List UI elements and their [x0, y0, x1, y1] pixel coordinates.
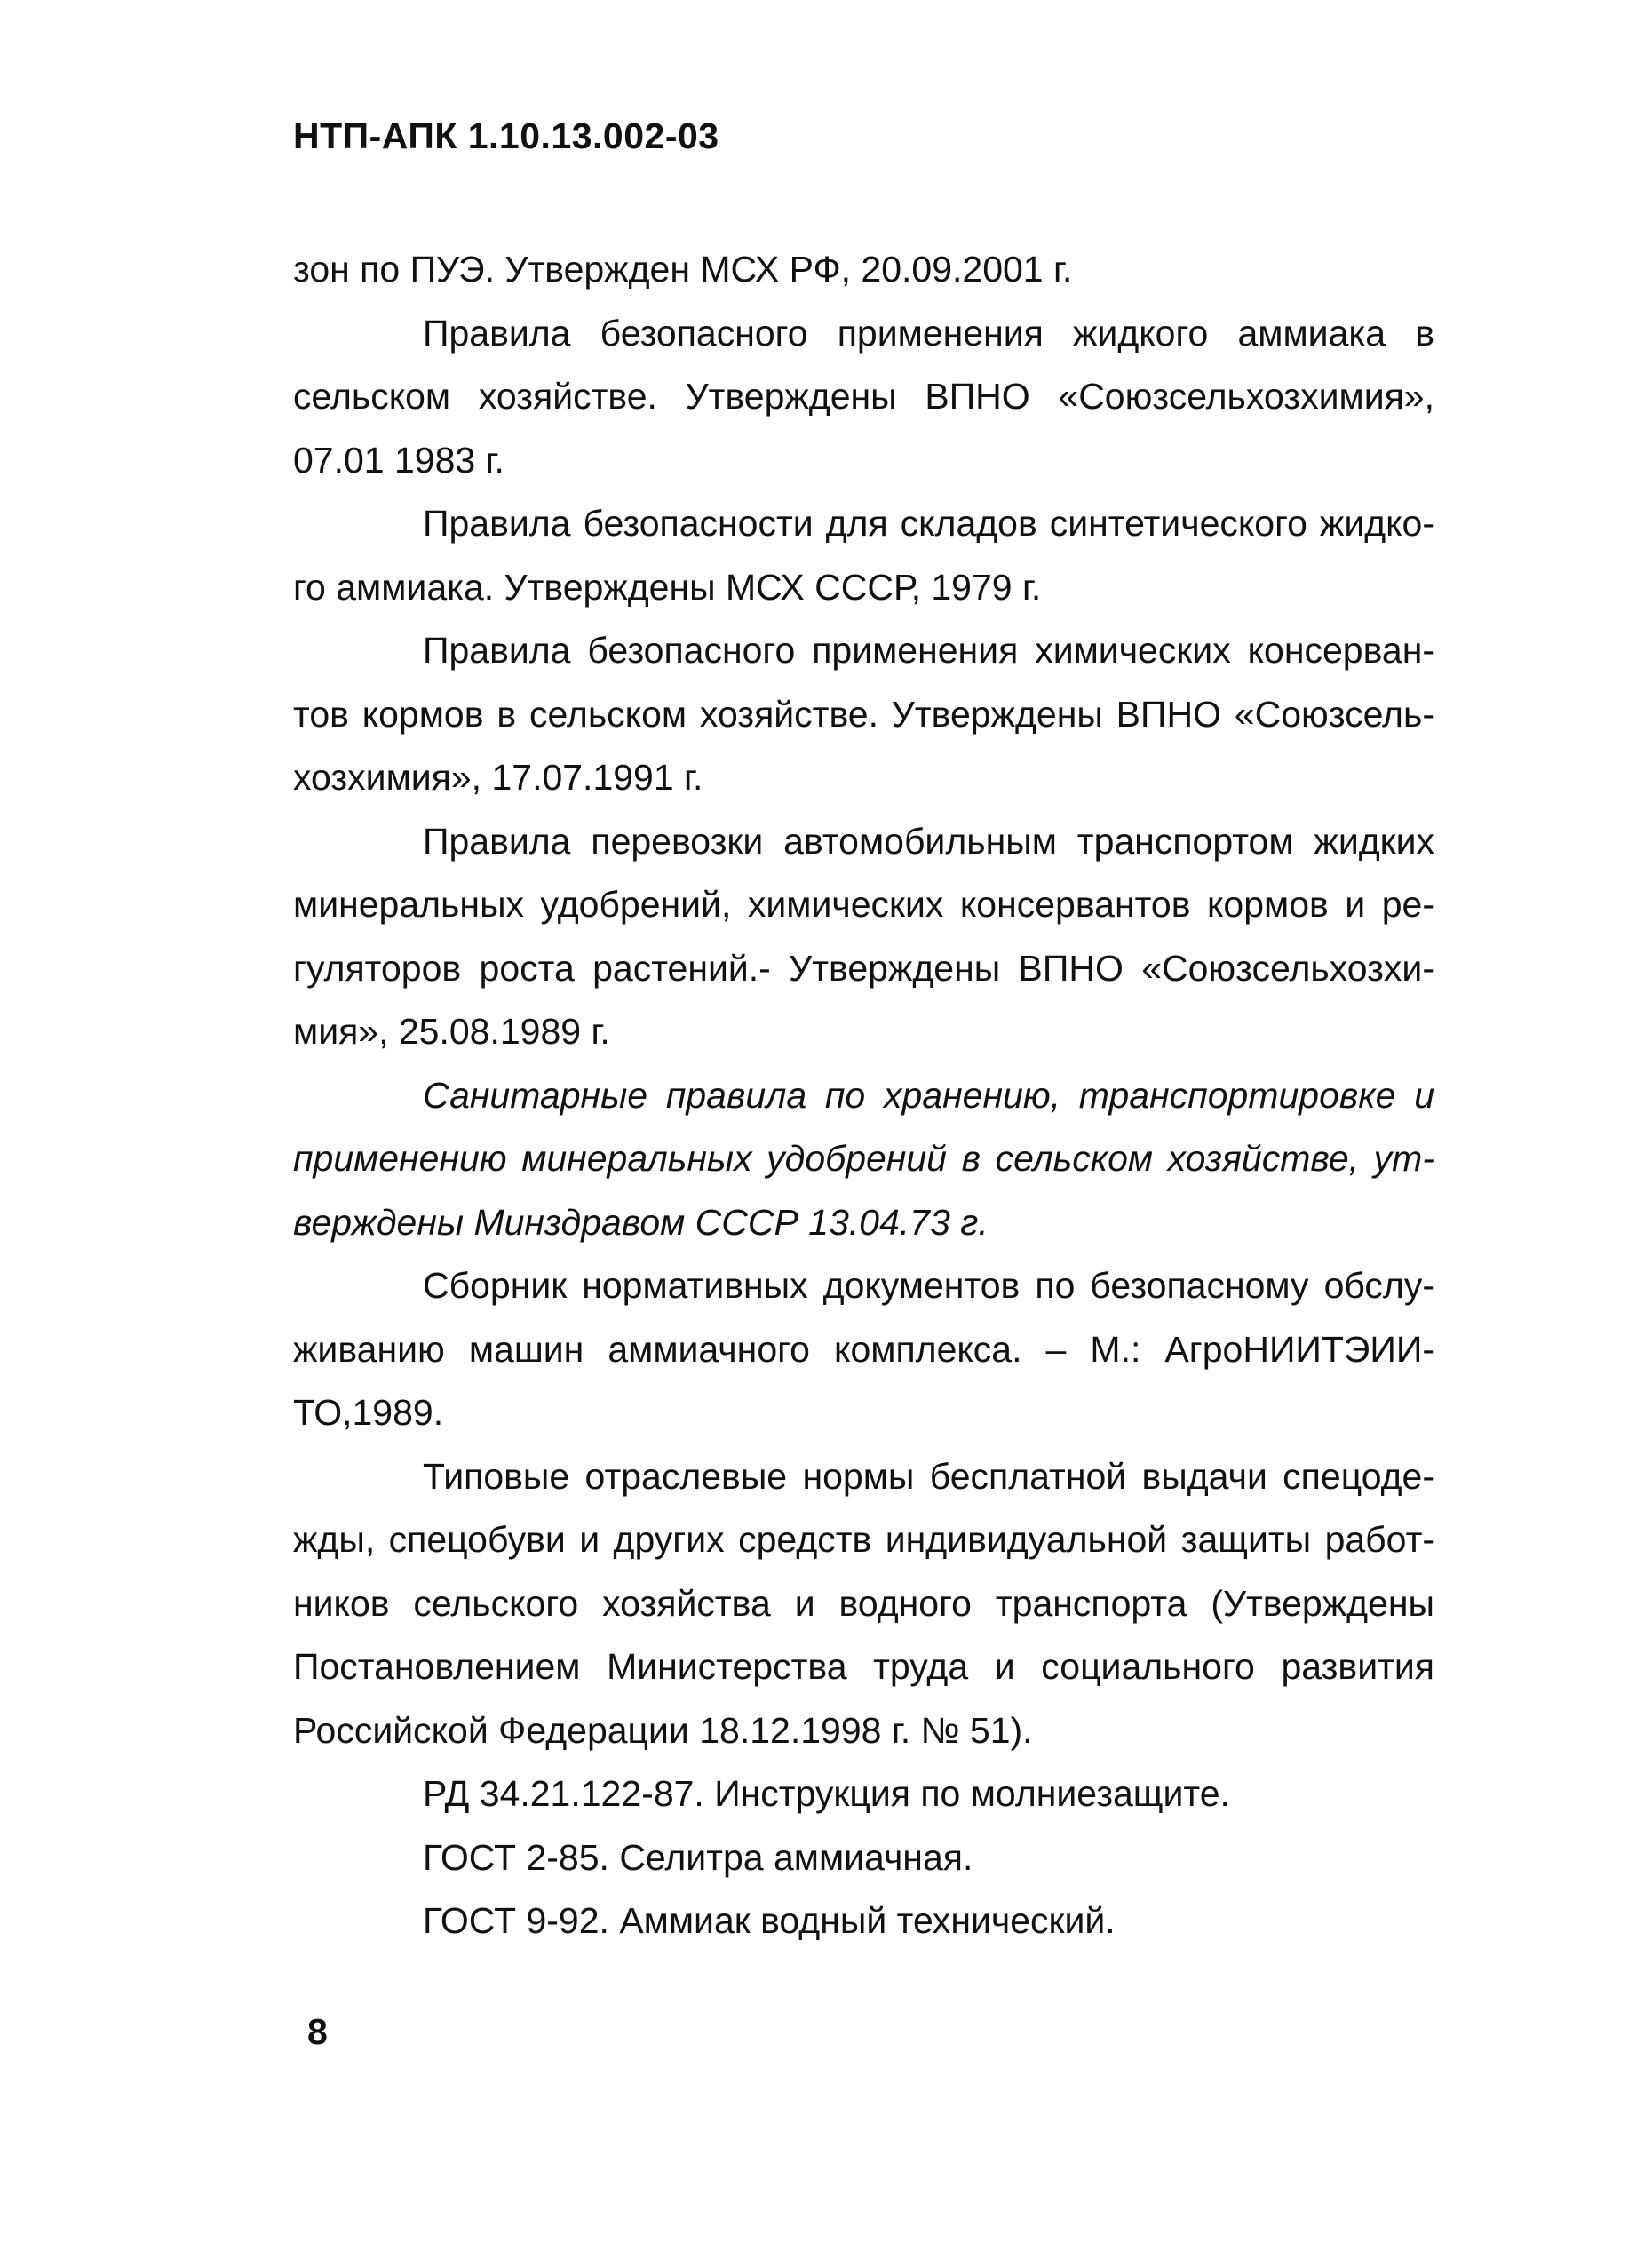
page-number: 8: [307, 2011, 328, 2052]
paragraph-preservatives-rules: Правила безопасного применения химических консервантов кормов в сельском хозяйстве. Утверждены ВПНО «Союзсельхозхимия», 17.07.1991 г.: [293, 630, 1434, 798]
paragraph-continuation: зон по ПУЭ. Утвержден МСХ РФ, 20.09.2001 г.: [293, 249, 1073, 290]
paragraph-normative-collection: Сборник нормативных документов по безопасному обслуживанию машин аммиачного комплекса. – М.: АгроНИИТЭИИТО,1989.: [293, 1265, 1434, 1433]
paragraph-ammonia-rules: Правила безопасного применения жидкого аммиака в сельском хозяйстве. Утверждены ВПНО «Союзсельхозхимия», 07.01 1983 г.: [293, 312, 1434, 481]
paragraph-transport-rules: Правила перевозки автомобильным транспортом жидких минеральных удобрений, химических консервантов кормов и регуляторов роста растений.- Утверждены ВПНО «Союзсельхозхимия», 25.08.1989 г.: [293, 820, 1434, 1052]
paragraph-clothing-norms: Типовые отраслевые нормы бесплатной выдачи спецодежды, спецобуви и других средств индивидуальной защиты работников сельского хозяйства и водного транспорта (Утверждены Постановлением Министерства труда и социального развития Российской Федерации 18.12.1998 г. № 51).: [293, 1455, 1434, 1751]
paragraph-sanitary-rules: Санитарные правила по хранению, транспортировке и применению минеральных удобрений в сельском хозяйстве, утверждены Минздравом СССР 13.04.73 г.: [293, 1074, 1434, 1243]
document-body: [293, 238, 1434, 1953]
paragraph-gost-aqueous-ammonia: ГОСТ 9-92. Аммиак водный технический.: [423, 1900, 1116, 1941]
paragraph-lightning-protection: РД 34.21.122-87. Инструкция по молниезащите.: [423, 1773, 1230, 1814]
document-header: НТП-АПК 1.10.13.002-03: [293, 115, 719, 156]
paragraph-gost-ammonium-nitrate: ГОСТ 2-85. Селитра аммиачная.: [423, 1836, 973, 1878]
paragraph-warehouse-safety: Правила безопасности для складов синтетического жидкого аммиака. Утверждены МСХ СССР, 1979 г.: [293, 503, 1434, 608]
